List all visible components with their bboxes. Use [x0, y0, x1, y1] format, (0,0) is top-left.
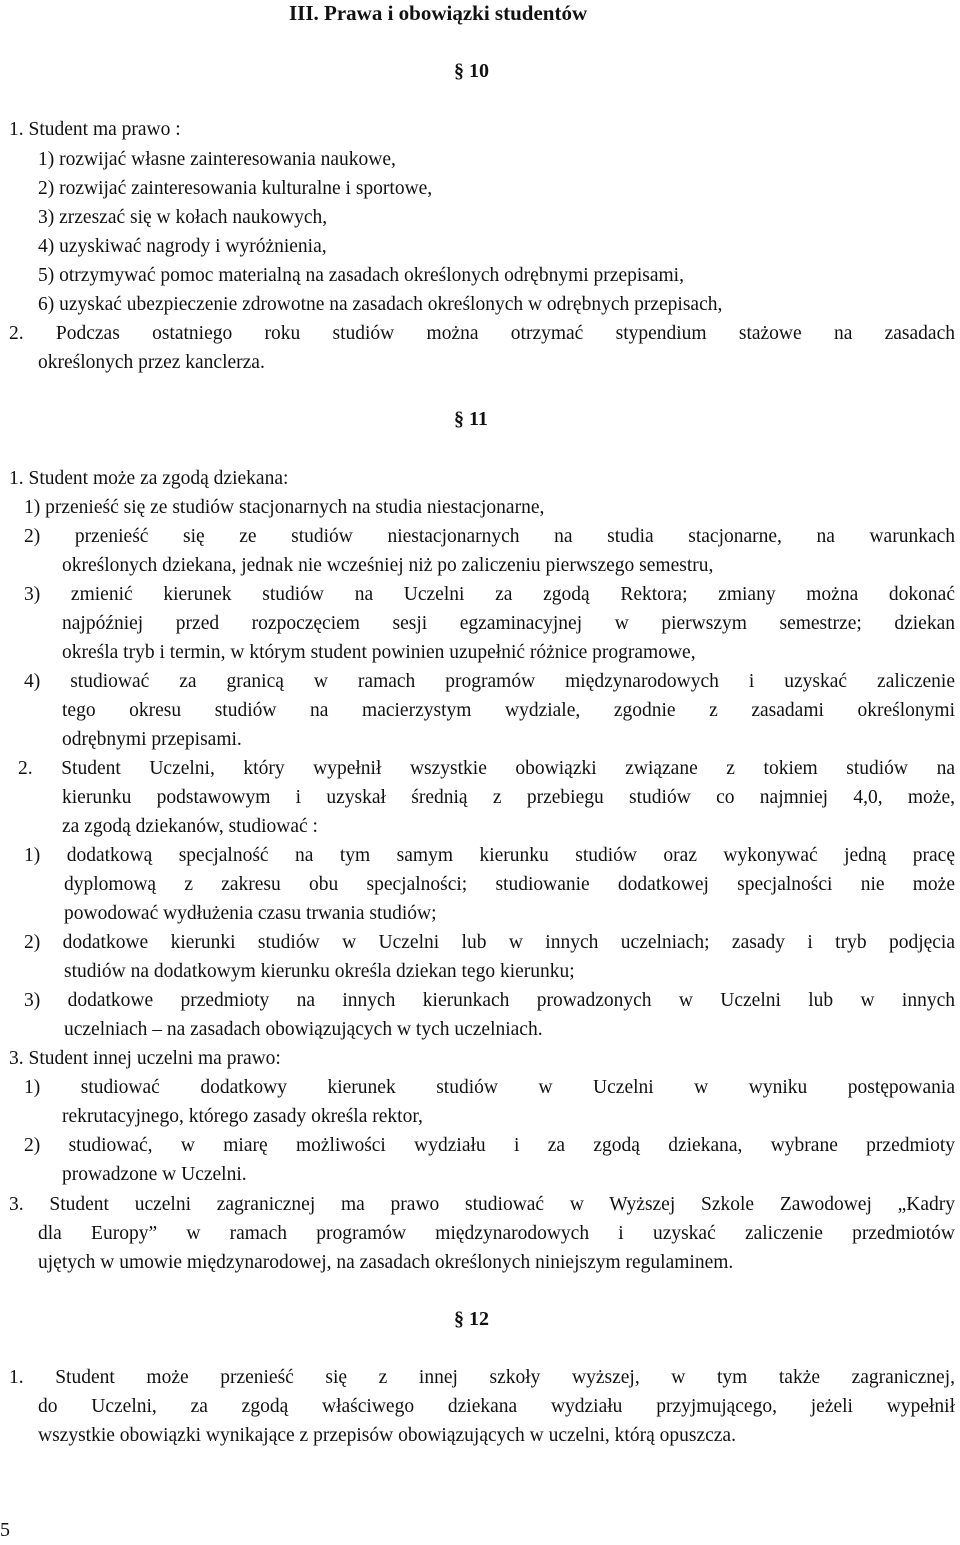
section-heading: § 11 — [454, 408, 488, 430]
page-number: 5 — [0, 1519, 10, 1541]
list-item: 2) dodatkowe kierunki studiów w Uczelni lub w innych uczelniach; zasady i tryb podjęcia — [24, 932, 955, 953]
list-item: 1) dodatkową specjalność na tym samym kierunku studiów oraz wykonywać jedną pracę — [24, 845, 955, 866]
list-item-continuation: prowadzone w Uczelni. — [62, 1164, 247, 1185]
list-item: 3) dodatkowe przedmioty na innych kierunkach prowadzonych w Uczelni lub w innych — [24, 990, 955, 1011]
list-item: 4) uzyskiwać nagrody i wyróżnienia, — [38, 236, 327, 257]
paragraph-line: 1. Student może za zgodą dziekana: — [9, 468, 289, 489]
paragraph-line: ujętych w umowie międzynarodowej, na zasadach określonych niniejszym regulaminem. — [38, 1252, 734, 1273]
list-item: 5) otrzymywać pomoc materialną na zasadach określonych odrębnymi przepisami, — [38, 265, 684, 286]
list-item-continuation: studiów na dodatkowym kierunku określa dziekan tego kierunku; — [64, 961, 575, 982]
list-item-continuation: rekrutacyjnego, którego zasady określa rektor, — [62, 1106, 423, 1127]
list-item: 1) przenieść się ze studiów stacjonarnych na studia niestacjonarne, — [24, 497, 545, 518]
paragraph-line: za zgodą dziekanów, studiować : — [62, 816, 318, 837]
list-item-continuation: odrębnymi przepisami. — [62, 729, 242, 750]
list-item: 2) przenieść się ze studiów niestacjonarnych na studia stacjonarne, na warunkach — [24, 526, 955, 547]
paragraph-line: 2. Podczas ostatniego roku studiów można otrzymać stypendium stażowe na zasadach — [9, 323, 955, 344]
list-item-continuation: najpóźniej przed rozpoczęciem sesji egzaminacyjnej w pierwszym semestrze; dziekan — [62, 613, 955, 634]
list-item-continuation: tego okresu studiów na macierzystym wydziale, zgodnie z zasadami określonymi — [62, 700, 955, 721]
paragraph-line: określonych przez kanclerza. — [38, 352, 265, 373]
paragraph-line: 2. Student Uczelni, który wypełnił wszystkie obowiązki związane z tokiem studiów na — [18, 758, 955, 779]
paragraph-line: 3. Student uczelni zagranicznej ma prawo studiować w Wyższej Szkole Zawodowej „Kadry — [9, 1194, 955, 1215]
paragraph-line: 3. Student innej uczelni ma prawo: — [9, 1048, 281, 1069]
list-item: 1) rozwijać własne zainteresowania naukowe, — [38, 149, 396, 170]
paragraph-line: dla Europy” w ramach programów międzynarodowych i uzyskać zaliczenie przedmiotów — [38, 1223, 955, 1244]
list-item: 1) studiować dodatkowy kierunek studiów w Uczelni w wyniku postępowania — [24, 1077, 955, 1098]
paragraph-line: kierunku podstawowym i uzyskał średnią z przebiegu studiów co najmniej 4,0, może, — [62, 787, 955, 808]
list-item: 2) rozwijać zainteresowania kulturalne i sportowe, — [38, 178, 433, 199]
list-item-continuation: powodować wydłużenia czasu trwania studiów; — [64, 903, 437, 924]
list-item-continuation: uczelniach – na zasadach obowiązujących w tych uczelniach. — [64, 1019, 543, 1040]
list-item: 4) studiować za granicą w ramach programów międzynarodowych i uzyskać zaliczenie — [24, 671, 955, 692]
document-title: III. Prawa i obowiązki studentów — [289, 1, 588, 25]
list-item: 2) studiować, w miarę możliwości wydziału i za zgodą dziekana, wybrane przedmioty — [24, 1135, 955, 1156]
section-heading: § 12 — [454, 1308, 489, 1330]
paragraph-line: wszystkie obowiązki wynikające z przepisów obowiązujących w uczelni, którą opuszcza. — [38, 1425, 736, 1446]
list-item: 3) zmienić kierunek studiów na Uczelni za zgodą Rektora; zmiany można dokonać — [24, 584, 955, 605]
paragraph-line: 1. Student ma prawo : — [9, 119, 181, 140]
paragraph-line: do Uczelni, za zgodą właściwego dziekana wydziału przyjmującego, jeżeli wypełnił — [38, 1396, 955, 1417]
list-item-continuation: dyplomową z zakresu obu specjalności; studiowanie dodatkowej specjalności nie może — [64, 874, 955, 895]
list-item: 3) zrzeszać się w kołach naukowych, — [38, 207, 328, 228]
section-heading: § 10 — [454, 60, 489, 82]
list-item-continuation: określonych dziekana, jednak nie wcześniej niż po zaliczeniu pierwszego semestru, — [62, 555, 714, 576]
list-item-continuation: określa tryb i termin, w którym student powinien uzupełnić różnice programowe, — [62, 642, 696, 663]
paragraph-line: 1. Student może przenieść się z innej szkoły wyższej, w tym także zagranicznej, — [9, 1367, 955, 1388]
list-item: 6) uzyskać ubezpieczenie zdrowotne na zasadach określonych w odrębnych przepisach, — [38, 294, 723, 315]
